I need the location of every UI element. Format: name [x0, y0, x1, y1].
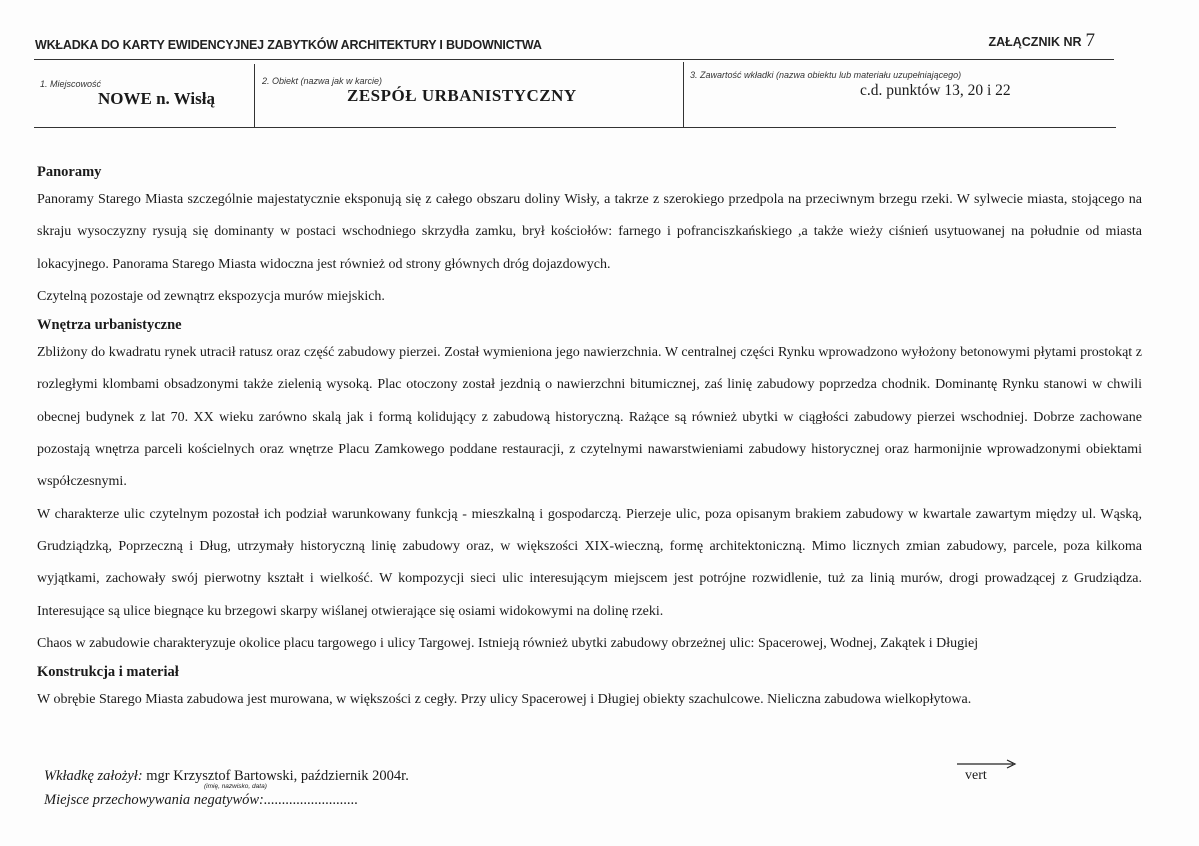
paragraph: Czytelną pozostaje od zewnątrz ekspozycja murów miejskich.	[37, 288, 385, 304]
negative-storage-label: Miejsce przechowywania negatywów:	[44, 792, 264, 808]
negative-storage-dots: ..........................	[263, 792, 359, 808]
paragraph: Chaos w zabudowie charakteryzuje okolice placu targowego i ulicy Targowej. Istnieją również ubytki zabudowy obrzeżnej ulic: Spacerowej, Wodnej, Zakątek i Długiej	[37, 635, 979, 651]
form-title: WKŁADKA DO KARTY EWIDENCYJNEJ ZABYTKÓW ARCHITEKTURY I BUDOWNICTWA	[35, 38, 542, 52]
section-heading: Panoramy	[37, 164, 102, 180]
field-content-label: 3. Zawartość wkładki (nazwa obiektu lub materiału uzupełniającego)	[690, 70, 962, 80]
section-konstrukcja	[37, 660, 1142, 716]
header-bottom-rule	[34, 127, 1116, 128]
field-locality-value: NOWE n. Wisłą	[98, 89, 215, 108]
section-wnetrza	[37, 313, 1142, 660]
section-heading: Konstrukcja i materiał	[37, 664, 179, 681]
paragraph: Panoramy Starego Miasta szczególnie majestatycznie eksponują się z całego obszaru doliny Wisły, a takrze z szerokiego przedpola na przeciwnym brzegu rzeki. W sylwecie miasta, stojącego na skraju wysoczyzny rysują się dominanty w postaci wschodniego skrzydła zamku, brył kościołów: farnego i pofranciszkańskiego ,a także wieży ciśnień usytuowanej na południe od miasta lokacyjnego. Panorama Starego Miasta widoczna jest również od strony głównych dróg dojazdowych.	[37, 192, 1142, 272]
field-divider-2	[683, 62, 684, 127]
paragraph: W obrębie Starego Miasta zabudowa jest murowana, w większości z cegły. Przy ulicy Spacerowej i Długiej obiekty szachulcowe. Nieliczna zabudowa wielkopłytowa.	[37, 692, 972, 708]
attachment-label: ZAŁĄCZNIK NR	[988, 35, 1082, 49]
field-object-label: 2. Obiekt (nazwa jak w karcie)	[262, 76, 383, 86]
header-top-rule	[34, 59, 1114, 60]
attachment-number-value: 7	[1085, 30, 1095, 51]
field-object-value: ZESPÓŁ URBANISTYCZNY	[347, 86, 577, 105]
document-body	[37, 160, 1142, 716]
field-content-value: c.d. punktów 13, 20 i 22	[860, 82, 1011, 99]
section-panoramy	[37, 160, 1142, 313]
prepared-by-sublabel: (imię, nazwisko, data)	[204, 783, 267, 790]
section-heading: Wnętrza urbanistyczne	[37, 317, 182, 334]
paragraph: Zbliżony do kwadratu rynek utracił ratusz oraz część zabudowy pierzei. Został wymieniona jego nawierzchnia. W centralnej części Rynku wprowadzono wyłożony betonowymi płytami prostokąt z rozległymi klombami obsadzonymi także zielenią wysoką. Plac otoczony został jezdnią o nawierzchni bitumicznej, zaś linię zabudowy poprzedza chodnik. Dominantę Rynku stanowi w chwili obecnej budynek z lat 70. XX wieku zarówno skalą jak i formą kolidujący z zabudową historyczną. Rażące są również ubytki w ciągłości zabudowy pierzei wschodniej. Dobrze zachowane pozostają wnętrza parceli kościelnych oraz wnętrze Placu Zamkowego poddane restauracji, z czytelnymi nawarstwieniami zabudowy historycznej oraz harmonijnie wprowadzonymi obiektami współczesnymi.	[37, 345, 1142, 490]
negative-storage	[44, 792, 358, 809]
prepared-by-label: Wkładkę założył:	[44, 768, 143, 784]
prepared-by	[44, 768, 409, 790]
attachment-number	[988, 30, 1095, 52]
field-locality-label: 1. Miejscowość	[40, 79, 102, 89]
verso-note: vert	[965, 768, 987, 783]
field-divider-1	[254, 64, 255, 127]
prepared-by-value: mgr Krzysztof Bartowski, październik 2004r.	[146, 768, 409, 784]
paragraph: W charakterze ulic czytelnym pozostał ich podział warunkowany funkcją - mieszkalną i gospodarczą. Pierzeje ulic, poza opisanym brakiem zabudowy w kwartale zawartym między ul. Wąską, Grudziądzką, Poprzeczną i Dług, utrzymały historyczną linię zabudowy oraz, w większości XIX-wieczną, formę architektoniczną. Mimo licznych zmian zabudowy, parcele, poza kilkoma wyjątkami, zachowały swój pierwotny kształt i wielkość. W kompozycji sieci ulic interesującym miejscem jest potrójne rozwidlenie, tuż za linią murów, drogi prowadzącej z Grudziądza. Interesujące są ulice biegnące ku brzegowi skarpy wiślanej otwierające się osiami widokowymi na dolinę rzeki.	[37, 506, 1142, 619]
